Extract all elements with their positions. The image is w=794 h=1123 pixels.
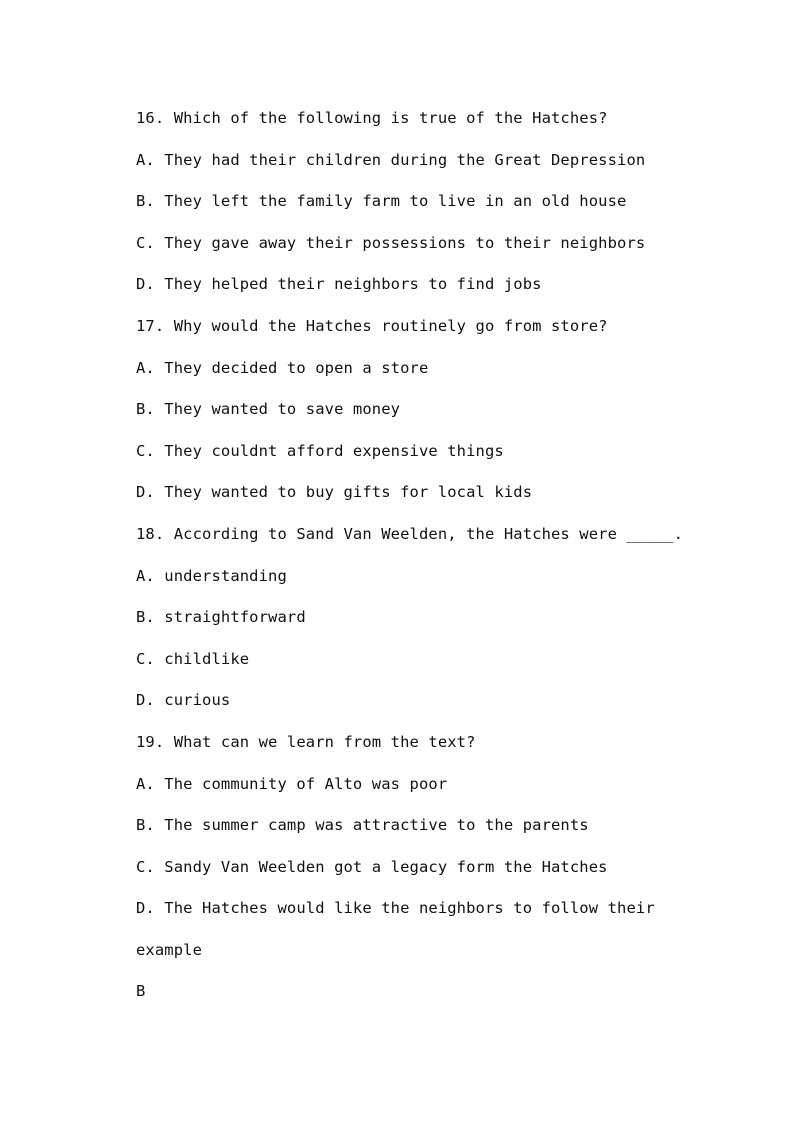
option-a: A. understanding [136, 566, 287, 585]
answer-key: B [136, 982, 146, 1001]
option-c: C. They couldnt afford expensive things [136, 441, 504, 460]
question-stem: 19. What can we learn from the text? [136, 732, 476, 751]
question-16 [136, 104, 676, 312]
option-a: A. The community of Alto was poor [136, 774, 448, 793]
question-stem: 17. Why would the Hatches routinely go from store? [136, 316, 608, 335]
question-list [136, 104, 684, 1019]
question-stem: 18. According to Sand Van Weelden, the Hatches were _____. [136, 524, 684, 543]
question-18 [136, 520, 684, 728]
option-d: D. The Hatches would like the neighbors to follow their [136, 899, 655, 918]
question-17 [136, 312, 676, 520]
option-a: A. They had their children during the Great Depression [136, 150, 646, 169]
option-a: A. They decided to open a store [136, 358, 429, 377]
option-b: B. They wanted to save money [136, 400, 401, 419]
option-d: D. curious [136, 691, 231, 710]
option-b: B. They left the family farm to live in an old house [136, 192, 627, 211]
option-d: D. They helped their neighbors to find jobs [136, 275, 542, 294]
question-19 [136, 728, 676, 978]
option-c: C. They gave away their possessions to their neighbors [136, 233, 646, 252]
option-c: C. childlike [136, 649, 250, 668]
option-b: B. straightforward [136, 608, 306, 627]
option-d: D. They wanted to buy gifts for local kids [136, 483, 533, 502]
option-d-continuation: example [136, 940, 203, 959]
question-stem: 16. Which of the following is true of the Hatches? [136, 109, 608, 127]
option-c: C. Sandy Van Weelden got a legacy form the Hatches [136, 857, 608, 876]
option-b: B. The summer camp was attractive to the parents [136, 816, 589, 835]
